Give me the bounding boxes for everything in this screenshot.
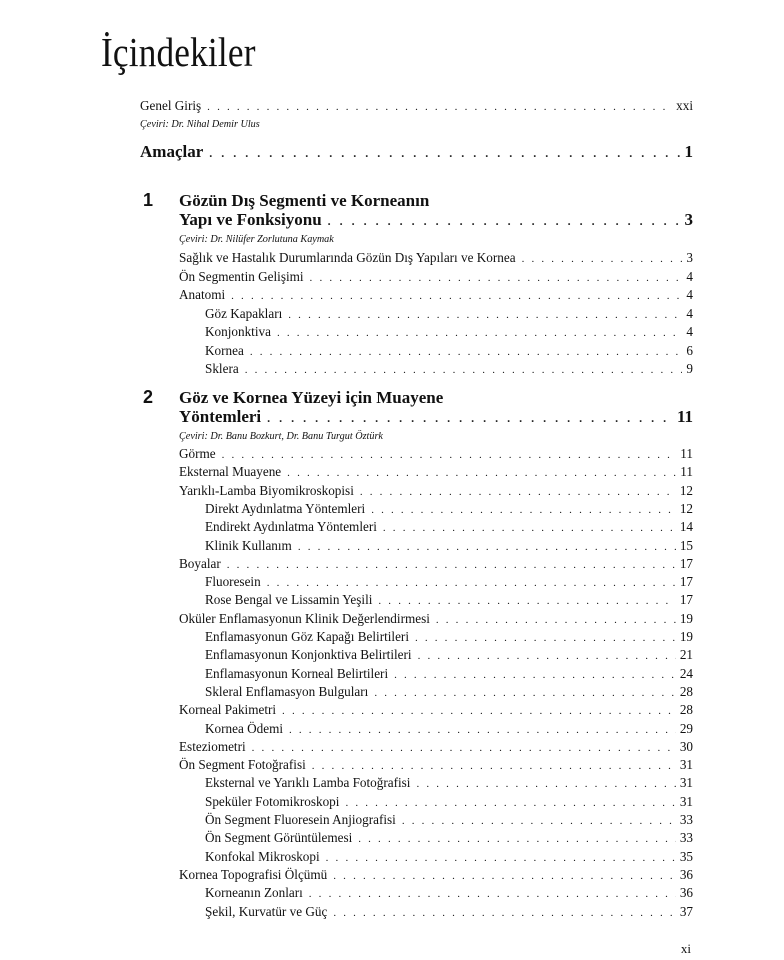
page-title: İçindekiler	[101, 29, 256, 75]
toc-entry-page: 12	[679, 482, 693, 498]
toc-entry-page: 37	[679, 903, 693, 919]
toc-entry[interactable]	[0, 537, 784, 555]
toc-entry-page: 36	[679, 866, 693, 882]
leader-dots	[333, 904, 675, 922]
toc-entry-page: 3	[684, 210, 693, 229]
toc-entry-label: Ön Segmentin Gelişimi	[179, 268, 304, 284]
leader-dots	[312, 757, 676, 775]
leader-dots	[267, 574, 676, 592]
toc-entry-page: 3	[686, 250, 693, 265]
leader-dots	[402, 812, 676, 830]
leader-dots	[326, 849, 676, 867]
toc-entry-page: 30	[679, 738, 693, 754]
toc-entry-page: 4	[686, 305, 693, 321]
toc-entry[interactable]	[0, 445, 784, 463]
toc-entry[interactable]	[0, 793, 784, 811]
toc-entry-page: 35	[679, 848, 693, 864]
toc-entry-page: 11	[680, 464, 693, 480]
toc-entry-label: Boyalar	[179, 555, 221, 571]
toc-entry-aims[interactable]	[0, 140, 784, 164]
toc-entry[interactable]	[0, 628, 784, 646]
toc-entry[interactable]	[0, 829, 784, 847]
toc-entry[interactable]	[0, 249, 784, 267]
toc-entry-label: Korneanın Zonları	[205, 885, 303, 901]
leader-dots	[298, 538, 676, 556]
toc-entry[interactable]	[0, 482, 784, 500]
toc-entry-label: Kornea	[205, 342, 244, 358]
chapter-title-entry[interactable]	[0, 405, 784, 429]
toc-entry-page: xxi	[676, 98, 693, 113]
toc-entry[interactable]	[0, 866, 784, 884]
leader-dots	[222, 446, 677, 464]
toc-entry[interactable]	[0, 518, 784, 536]
toc-entry[interactable]	[0, 342, 784, 360]
toc-entry-page: 31	[679, 757, 693, 773]
leader-dots	[252, 739, 676, 757]
chapter-title-line1: Gözün Dış Segmenti ve Korneanın	[179, 191, 430, 210]
toc-entry-page: 14	[679, 519, 693, 535]
toc-entry-label: Enflamasyonun Korneal Belirtileri	[205, 665, 389, 681]
toc-entry-page: 24	[679, 665, 693, 681]
toc-entry[interactable]	[0, 500, 784, 518]
toc-entry-page: 28	[679, 683, 693, 699]
chapter-title-line2: Yöntemleri	[179, 407, 262, 426]
toc-entry-label: Eksternal Muayene	[179, 464, 282, 480]
toc-entry-label: Endirekt Aydınlatma Yöntemleri	[205, 519, 377, 535]
translator-credit: Çeviri: Dr. Banu Bozkurt, Dr. Banu Turgut Öztürk	[179, 431, 383, 442]
translator-credit: Çeviri: Dr. Nilüfer Zorlutuna Kaymak	[179, 234, 334, 245]
toc-entry[interactable]	[0, 573, 784, 591]
toc-entry-label: Oküler Enflamasyonun Klinik Değerlendirmesi	[179, 610, 430, 626]
toc-entry[interactable]	[0, 884, 784, 902]
leader-dots	[415, 629, 676, 647]
toc-entry-label: Göz Kapakları	[205, 305, 283, 321]
leader-dots	[358, 830, 676, 848]
leader-dots	[310, 269, 683, 287]
toc-entry-page: 17	[679, 555, 693, 571]
leader-dots	[277, 324, 682, 342]
toc-entry[interactable]	[0, 774, 784, 792]
toc-entry-label: Şekil, Kurvatür ve Güç	[205, 903, 328, 919]
toc-entry[interactable]	[0, 756, 784, 774]
toc-entry-label: Klinik Kullanım	[205, 537, 292, 553]
chapter-title-line1: Göz ve Kornea Yüzeyi için Muayene	[179, 388, 444, 407]
toc-entry-page: 29	[679, 720, 693, 736]
leader-dots	[371, 501, 676, 519]
leader-dots	[227, 556, 676, 574]
leader-dots	[289, 721, 676, 739]
toc-entry-label: Kornea Topografisi Ölçümü	[179, 866, 328, 882]
toc-entry-label: Korneal Pakimetri	[179, 702, 277, 718]
toc-entry-label: Enflamasyonun Göz Kapağı Belirtileri	[205, 629, 409, 644]
toc-entry-page: 33	[679, 812, 693, 827]
toc-entry[interactable]	[0, 848, 784, 866]
leader-dots	[416, 775, 675, 793]
translator-credit: Çeviri: Dr. Nihal Demir Ulus	[140, 119, 260, 130]
toc-entry[interactable]	[0, 305, 784, 323]
leader-dots	[288, 306, 682, 324]
leader-dots	[267, 406, 673, 430]
leader-dots	[250, 343, 683, 361]
toc-entry[interactable]	[0, 268, 784, 286]
toc-entry-page: 33	[679, 830, 693, 846]
toc-entry-page: 6	[686, 342, 693, 358]
toc-entry-label: Sklera	[205, 361, 239, 376]
toc-entry-label: Anatomi	[179, 287, 226, 302]
toc-entry[interactable]	[0, 610, 784, 628]
leader-dots	[287, 464, 676, 482]
chapter-title-entry[interactable]	[0, 208, 784, 232]
toc-entry-page: 36	[679, 885, 693, 901]
leader-dots	[282, 702, 676, 720]
chapter-title-line2: Yapı ve Fonksiyonu	[179, 210, 322, 229]
toc-entry-label: Esteziometri	[179, 738, 246, 754]
toc-entry[interactable]	[0, 323, 784, 341]
toc-entry-label: Rose Bengal ve Lissamin Yeşili	[205, 592, 373, 608]
toc-entry-label: Direkt Aydınlatma Yöntemleri	[205, 500, 366, 516]
toc-entry[interactable]	[0, 903, 784, 921]
toc-entry-label: Görme	[179, 446, 216, 461]
toc-entry[interactable]	[0, 720, 784, 738]
toc-entry-page: 31	[679, 793, 693, 809]
toc-entry[interactable]	[0, 701, 784, 719]
toc-entry-page: 28	[679, 702, 693, 718]
toc-entry-page: 11	[676, 407, 693, 426]
toc-entry[interactable]	[0, 463, 784, 481]
toc-entry-page: 12	[679, 500, 693, 516]
toc-entry-page: 31	[679, 775, 693, 791]
leader-dots	[333, 867, 676, 885]
toc-entry-label: Genel Giriş	[140, 98, 202, 113]
leader-dots	[245, 361, 683, 379]
toc-entry-label: Yarıklı-Lamba Biyomikroskopisi	[179, 482, 354, 498]
toc-entry-label: Eksternal ve Yarıklı Lamba Fotoğrafisi	[205, 775, 411, 791]
toc-entry-page: 21	[679, 647, 693, 663]
leader-dots	[328, 209, 681, 233]
page-number: xi	[680, 941, 691, 956]
leader-dots	[394, 666, 676, 684]
leader-dots	[207, 98, 672, 116]
toc-entry[interactable]	[0, 665, 784, 683]
toc-entry-page: 11	[680, 446, 693, 461]
toc-entry-page: 4	[686, 324, 693, 339]
leader-dots	[522, 250, 683, 268]
leader-dots	[436, 611, 676, 629]
toc-entry-page: 4	[686, 268, 693, 284]
chapter-number: 2	[143, 387, 154, 407]
toc-entry-label: Ön Segment Fotoğrafisi	[179, 757, 306, 773]
leader-dots	[418, 647, 676, 665]
toc-entry-label: Amaçlar	[140, 142, 204, 161]
toc-entry-label: Ön Segment Görüntülemesi	[205, 830, 353, 846]
leader-dots	[209, 141, 680, 165]
toc-entry-label: Ön Segment Fluoresein Anjiografisi	[205, 812, 396, 827]
toc-entry[interactable]	[0, 811, 784, 829]
toc-entry-page: 1	[684, 142, 693, 161]
toc-entry[interactable]	[0, 360, 784, 378]
toc-entry[interactable]	[0, 738, 784, 756]
toc-entry[interactable]	[0, 683, 784, 701]
toc-entry-page: 19	[679, 610, 693, 626]
toc-entry-label: Konjonktiva	[205, 324, 271, 339]
toc-entry-label: Speküler Fotomikroskopi	[205, 793, 340, 809]
toc-entry-page: 4	[686, 287, 693, 302]
leader-dots	[383, 519, 676, 537]
toc-entry-page: 17	[679, 592, 693, 608]
toc-entry-page: 15	[679, 537, 693, 553]
toc-entry[interactable]	[0, 591, 784, 609]
toc-entry-label: Kornea Ödemi	[205, 720, 283, 736]
leader-dots	[345, 794, 675, 812]
toc-entry-label: Sağlık ve Hastalık Durumlarında Gözün Dış Yapıları ve Kornea	[179, 250, 516, 265]
toc-entry-page: 19	[679, 629, 693, 644]
leader-dots	[309, 885, 676, 903]
toc-entry-label: Enflamasyonun Konjonktiva Belirtileri	[205, 647, 412, 663]
chapter-number: 1	[143, 190, 154, 210]
toc-entry[interactable]	[0, 646, 784, 664]
toc-entry-page: 17	[679, 574, 693, 590]
toc-entry[interactable]	[0, 286, 784, 304]
leader-dots	[378, 592, 675, 610]
toc-entry[interactable]	[0, 555, 784, 573]
toc-entry-general[interactable]	[0, 97, 784, 115]
toc-entry-label: Fluoresein	[205, 574, 261, 590]
toc-entry-label: Skleral Enflamasyon Bulguları	[205, 683, 369, 699]
toc-entry-label: Konfokal Mikroskopi	[205, 848, 320, 864]
leader-dots	[231, 287, 682, 305]
leader-dots	[374, 684, 675, 702]
leader-dots	[360, 483, 676, 501]
toc-entry-page: 9	[686, 361, 693, 376]
